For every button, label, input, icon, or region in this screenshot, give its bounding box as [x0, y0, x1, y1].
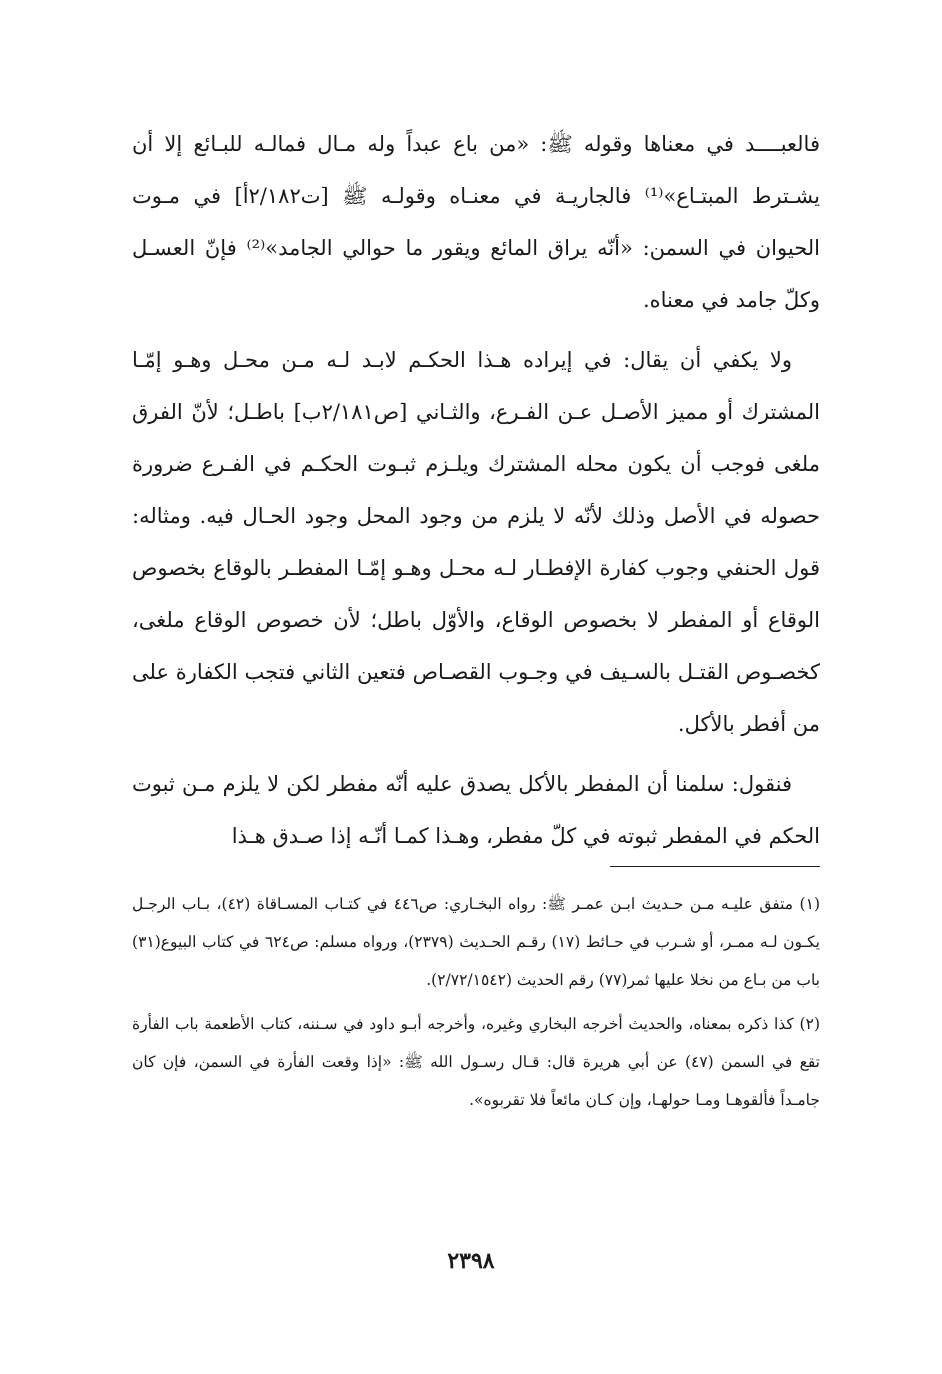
- paragraph-1: فالعبــــد في معناها وقوله ﷺ: «من باع عبداً وله مـال فمالـه للبـائع إلا أن يشـترط المبتـاع»⁽¹⁾ فالجاريـة في معنـاه وقولـه ﷺ [ت٢/١٨٢أ] في مـوت الحيوان في السمن: «أنّه يراق المائع ويقور ما حوالي الجامد»⁽²⁾ فإنّ العسـل وكلّ جامد في معناه.: [132, 132, 820, 312]
- page-number: ٢٣٩٨: [447, 1248, 495, 1274]
- paragraph-3: فنقول: سلمنا أن المفطر بالأكل يصدق عليه أنّه مفطر لكن لا يلزم مـن ثبوت الحكم في المفطر ثبوته في كلّ مفطر، وهـذا كمـا أنّـه إذا صـدق هـذا: [132, 772, 820, 848]
- footnote-1-text: متفق عليـه مـن حـديث ابـن عمـر ﷺ: رواه البخـاري: ص٤٤٦ في كتـاب المسـاقاة (٤٢)، بـاب الرجـل يكـون لـه ممـر، أو شـرب في حـائط (١٧) رقـم الحـديث (٢٣٧٩)، ورواه مسلم: ص٦٢٤ في كتاب البيوع(٣١) باب من بـاع من نخلا عليها ثمر(٧٧) رقم الحديث (٢/٧٢/١٥٤٢).: [132, 895, 820, 989]
- footnote-2-text: كذا ذكره بمعناه، والحديث أخرجه البخاري وغيره، وأخرجه أبـو داود في سـننه، كتاب الأطعمة باب الفأرة تقع في السمن (٤٧) عن أبي هريرة قال: قـال رسـول الله ﷺ: «إذا وقعت الفأرة في السمن، فإن كان جامـداً فألقوهـا ومـا حولهـا، وإن كـان مائعاً فلا تقربوه».: [132, 1015, 820, 1109]
- paragraph-2: ولا يكفي أن يقال: في إيراده هـذا الحكـم لابـد لـه مـن محـل وهـو إمّـا المشترك أو مميز الأصـل عـن الفـرع، والثـاني [ص٢/١٨١ب] باطـل؛ لأنّ الفرق ملغى فوجب أن يكون محله المشترك ويلـزم ثبـوت الحكـم في الفـرع ضرورة حصوله في الأصل وذلك لأنّه لا يلزم من وجود المحل وجود الحـال فيه. ومثاله: قول الحنفي وجوب كفارة الإفطـار لـه محـل وهـو إمّـا المفطـر بالوقاع بخصوص الوقاع أو المفطر لا بخصوص الوقاع، والأوّل باطل؛ لأن خصوص الوقاع ملغى، كخصـوص القتـل بالسـيف في وجـوب القصـاص فتعين الثاني فتجب الكفارة على من أفطر بالأكل.: [132, 348, 820, 736]
- footnote-separator: [610, 866, 820, 867]
- footnote-2: [132, 1005, 820, 1119]
- main-text: [132, 118, 820, 862]
- footnote-1: [132, 885, 820, 999]
- footnote-1-number: (١): [799, 895, 820, 913]
- footnote-2-number: (٢): [799, 1015, 820, 1033]
- footnotes: [132, 885, 820, 1119]
